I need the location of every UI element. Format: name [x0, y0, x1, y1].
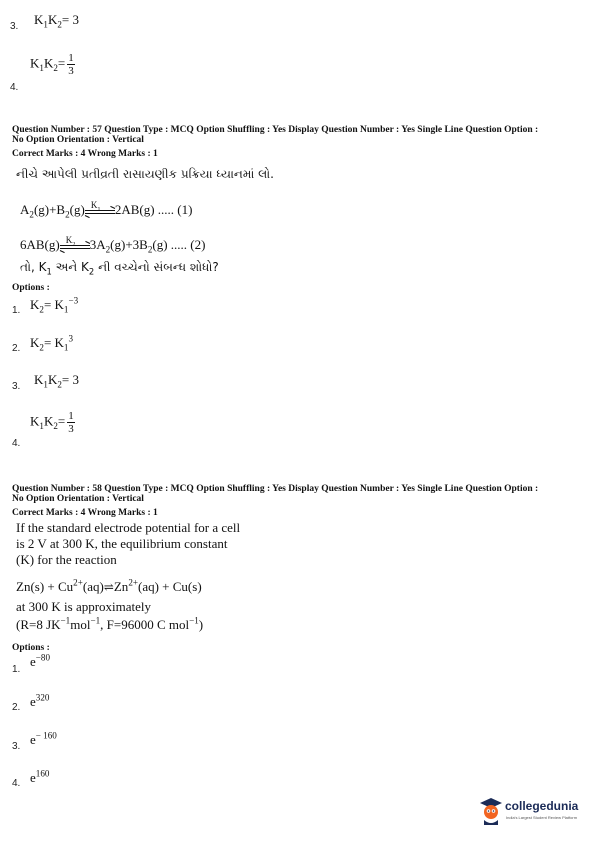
question-meta: No Option Orientation : Vertical: [12, 135, 144, 145]
options-label: Options :: [12, 643, 50, 653]
question-meta: No Option Orientation : Vertical: [12, 494, 144, 504]
reaction-equation-1: $A_2(g)+B_2(g)$ $K_1$ 2AB(g) ..... (1): [20, 200, 193, 220]
option-number: 4.: [12, 438, 21, 449]
option-number: 1.: [12, 664, 21, 675]
question-stem-line: If the standard electrode potential for a cell: [16, 520, 241, 535]
option-text: $K_1K_2= 3$: [34, 12, 79, 30]
collegedunia-logo: [478, 794, 588, 828]
question-meta: Question Number : 57 Question Type : MCQ Option Shuffling : Yes Display Question Number : Yes Single Line Question Option :: [12, 125, 539, 135]
question-text: તો, $K_1$ અને $K_2$ ની વચ્ચેનો સંબન્ધ શોધો?: [20, 260, 219, 277]
option-number: 1.: [12, 305, 21, 316]
option-1[interactable]: $K_2= K_1^{-3}$: [30, 295, 79, 315]
question-stem-line: (K) for the reaction: [16, 552, 117, 567]
question-marks: Correct Marks : 4 Wrong Marks : 1: [12, 508, 158, 518]
option-number: 2.: [12, 343, 21, 354]
option-number: 3.: [10, 21, 19, 32]
option-text: $K_1K_2=$ $\frac{1}{3}$: [30, 52, 74, 77]
reaction-equation-2: 6AB(g) $K_2$ $3A_2(g)+3B_2(g)$ ..... (2): [20, 235, 206, 255]
graduate-mascot-icon: [478, 796, 504, 826]
question-stem-line: is 2 V at 300 K, the equilibrium constant: [16, 536, 228, 551]
option-3[interactable]: $e^{- 160}$: [30, 730, 57, 747]
constants-line: (R=8 $JK^{-1}mol^{-1}$, F=96000 C mol$^{-1}$): [16, 615, 204, 632]
option-2[interactable]: $K_2= K_1^3$: [30, 333, 74, 353]
logo-wordmark: collegedunia: [505, 799, 579, 813]
option-number: 4.: [10, 82, 19, 93]
option-number: 2.: [12, 702, 21, 713]
option-number: 4.: [12, 778, 21, 789]
option-4[interactable]: $e^{160}$: [30, 768, 50, 785]
option-3[interactable]: $K_1K_2= 3$: [34, 372, 79, 390]
question-marks: Correct Marks : 4 Wrong Marks : 1: [12, 149, 158, 159]
option-number: 3.: [12, 741, 21, 752]
option-4[interactable]: $K_1K_2=$ $\frac{1}{3}$: [30, 410, 74, 435]
option-number: 3.: [12, 381, 21, 392]
options-label: Options :: [12, 283, 50, 293]
question-meta: Question Number : 58 Question Type : MCQ Option Shuffling : Yes Display Question Number : Yes Single Line Question Option :: [12, 484, 539, 494]
option-1[interactable]: $e^{-80}$: [30, 652, 51, 669]
logo-tagline: India's Largest Student Review Platform: [506, 815, 578, 820]
question-stem-line: at 300 K is approximately: [16, 599, 152, 614]
option-2[interactable]: $e^{320}$: [30, 692, 50, 709]
question-stem: નીચે આપેલી પ્રતીવ્રતી રાસાયણીક પ્રક્રિયા ધ્યાનમાં લો.: [16, 167, 274, 181]
reaction-equation: $Zn(s) + Cu^{2+}(aq)\rightleftharpoons Zn^{2+}(aq) + Cu(s)$: [16, 577, 202, 594]
